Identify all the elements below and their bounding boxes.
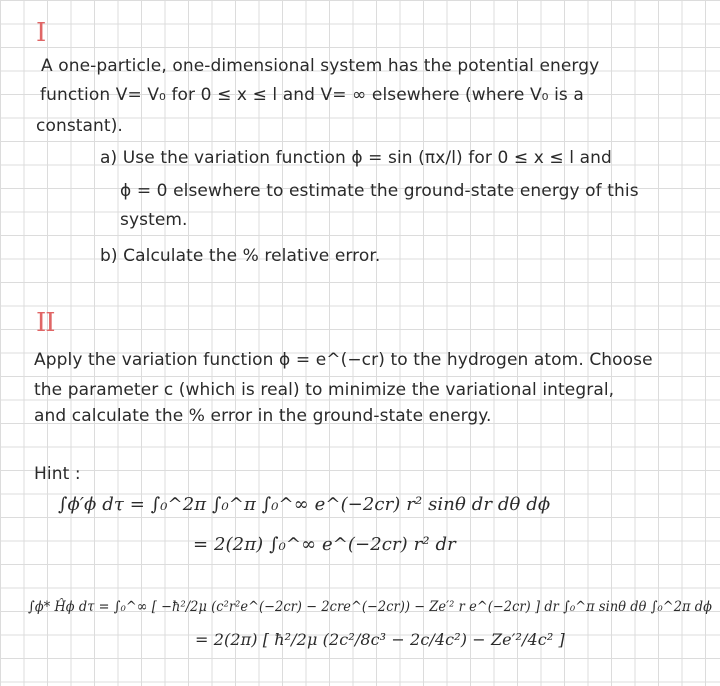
section-1-line-3: constant).	[36, 116, 123, 136]
hint-label: Hint :	[34, 464, 81, 484]
section-1-line-4: a) Use the variation function ϕ = sin (πx/l) for 0 ≤ x ≤ l and	[100, 148, 612, 168]
section-2-numeral: II	[36, 308, 55, 338]
section-2-line-2: the parameter c (which is real) to minimize the variational integral,	[34, 380, 615, 400]
section-1-line-5: ϕ = 0 elsewhere to estimate the ground-state energy of this	[120, 181, 639, 201]
hint-equation-2a: ∫ϕ* Ĥϕ dτ = ∫₀^∞ [ −ħ²/2μ (c²r²e^(−2cr) − 2cre^(−2cr)) − Ze′² r e^(−2cr) ] dr ∫₀^π sinθ dθ ∫₀^2π dϕ	[28, 599, 713, 615]
section-1-line-1: A one-particle, one-dimensional system has the potential energy	[41, 56, 600, 76]
section-1-line-6: system.	[120, 210, 188, 230]
hint-equation-1a: ∫ϕ′ϕ dτ = ∫₀^2π ∫₀^π ∫₀^∞ e^(−2cr) r² sinθ dr dθ dϕ	[58, 494, 551, 515]
section-1-line-7: b) Calculate the % relative error.	[100, 246, 381, 266]
section-2-line-3: and calculate the % error in the ground-state energy.	[34, 406, 492, 426]
section-1-numeral: I	[36, 18, 46, 48]
section-2-line-1: Apply the variation function ϕ = e^(−cr) to the hydrogen atom. Choose	[34, 350, 653, 370]
hint-equation-2b: = 2(2π) [ ħ²/2μ (2c²/8c³ − 2c/4c²) − Ze′²/4c² ]	[195, 630, 565, 649]
section-1-line-2: function V= V₀ for 0 ≤ x ≤ l and V= ∞ elsewhere (where V₀ is a	[40, 85, 584, 105]
hint-equation-1b: = 2(2π) ∫₀^∞ e^(−2cr) r² dr	[193, 534, 456, 555]
